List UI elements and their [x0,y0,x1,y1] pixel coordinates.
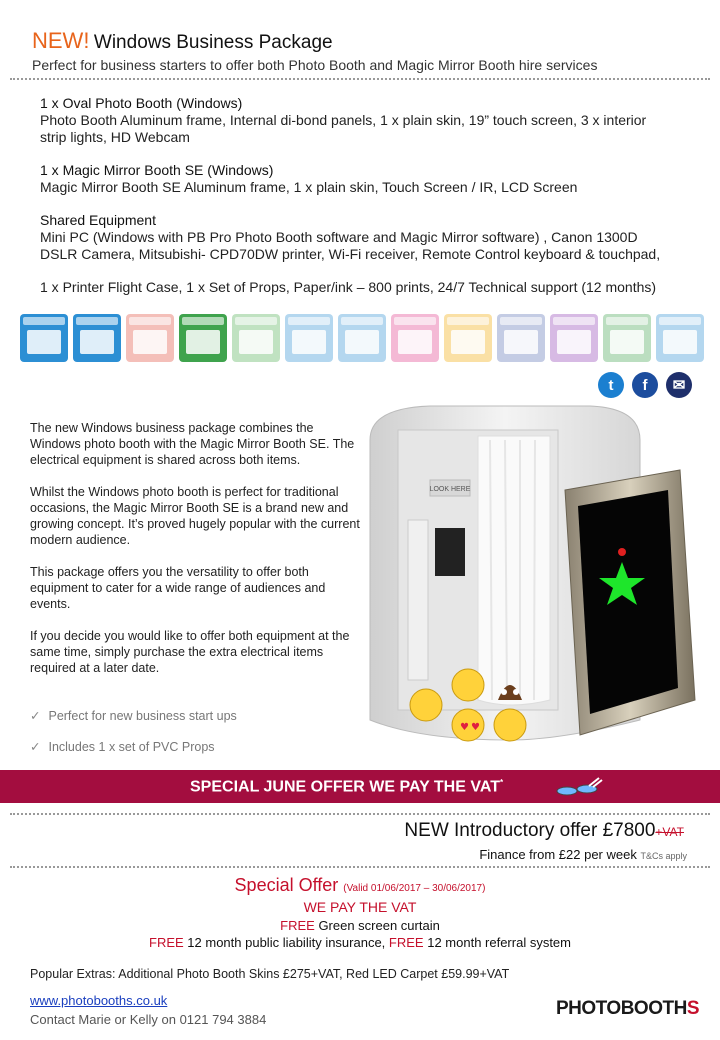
description-paragraph: Whilst the Windows photo booth is perfect for traditional occasions, the Magic Mirror Booth SE is a brand new and growing concept. It’s proved hugely popular with the current modern audience. [30,485,360,547]
feature-tile[interactable] [285,314,333,362]
special-offer-banner: SPECIAL JUNE OFFER WE PAY THE VAT* [0,770,720,803]
description-paragraph: If you decide you would like to offer both equipment at the same time, simply purchase the extra electrical items required at a later date. [30,629,350,675]
spec-body: Mini PC (Windows with PB Pro Photo Booth software and Magic Mirror software) , Canon 1300D DSLR Camera, Mitsubishi- CPD70DW printer, Wi-Fi receiver, Remote Control keyboard & touchpad, [40,229,661,262]
spec-list [40,95,670,312]
finance-line: Finance from £22 per week T&Cs apply [479,847,687,862]
email-icon[interactable]: ✉ [666,372,692,398]
facebook-icon[interactable]: f [632,372,658,398]
dotted-divider [10,866,710,868]
feature-tile[interactable] [20,314,68,362]
page-header [32,28,333,54]
popular-extras: Popular Extras: Additional Photo Booth Skins £275+VAT, Red LED Carpet £59.99+VAT [30,967,510,981]
contact-line: Contact Marie or Kelly on 0121 794 3884 [30,1012,267,1027]
feature-tile[interactable] [391,314,439,362]
check-icon: ✓ [30,740,41,754]
feature-tile[interactable] [444,314,492,362]
page-subtitle: Perfect for business starters to offer both Photo Booth and Magic Mirror Booth hire services [32,57,598,73]
magic-mirror [565,470,695,735]
dotted-divider [10,813,710,815]
offer-validity: (Valid 01/06/2017 – 30/06/2017) [343,883,486,894]
spec-heading: 1 x Magic Mirror Booth SE (Windows) [40,162,274,178]
special-offer-title: Special Offer (Valid 01/06/2017 – 30/06/2017) [234,875,486,895]
checklist-item: ✓ Includes 1 x set of PVC Props [30,740,215,754]
social-links [598,372,692,398]
banner-text: SPECIAL JUNE OFFER WE PAY THE VAT [190,778,500,796]
feature-checklist [30,708,237,770]
feature-tile[interactable] [550,314,598,362]
feature-tile[interactable] [603,314,651,362]
feature-tile[interactable] [338,314,386,362]
vat-line: WE PAY THE VAT [303,899,417,915]
booth-product-image [360,400,705,760]
twitter-icon[interactable]: t [598,372,624,398]
new-label: NEW! [32,28,90,53]
check-icon: ✓ [30,709,41,723]
booth-sign: LOOK HERE [429,486,471,493]
package-description [30,420,360,692]
spec-heading: 1 x Oval Photo Booth (Windows) [40,95,243,111]
feature-tile[interactable] [126,314,174,362]
spec-block [40,162,670,196]
description-paragraph: This package offers you the versatility to offer both equipment to cater for a wide range of audiences and events. [30,565,326,611]
svg-text:♥: ♥ [460,722,469,733]
sunglasses-icon [553,776,603,798]
feature-tile[interactable] [232,314,280,362]
checklist-item: ✓ Perfect for new business start ups [30,709,237,723]
offer-price: NEW Introductory offer £7800+VAT [404,820,684,841]
feature-tile[interactable] [656,314,704,362]
vat-strikethrough: +VAT [655,825,684,839]
spec-body: Photo Booth Aluminum frame, Internal di-bond panels, 1 x plain skin, 19” touch screen, 3 x interior strip lights, HD Webcam [40,112,647,145]
website-link[interactable]: www.photobooths.co.uk [30,993,168,1008]
spec-block [40,279,670,296]
spec-heading: Shared Equipment [40,212,156,228]
terms-note: T&Cs apply [640,851,687,861]
spec-body: Magic Mirror Booth SE Aluminum frame, 1 x plain skin, Touch Screen / IR, LCD Screen [40,179,578,195]
photobooths-logo: PHOTOBOOTHS [556,998,700,1019]
description-paragraph: The new Windows business package combines the Windows photo booth with the Magic Mirror Booth SE. The electrical equipment is shared across both items. [30,421,355,467]
page-title: Windows Business Package [93,32,333,53]
spec-body: 1 x Printer Flight Case, 1 x Set of Props, Paper/ink – 800 prints, 24/7 Technical support (12 months) [40,279,657,295]
free-curtain-line: FREE Green screen curtain [280,918,440,933]
dotted-divider [10,78,710,80]
feature-tile[interactable] [179,314,227,362]
feature-tile[interactable] [73,314,121,362]
free-insurance-line: FREE 12 month public liability insurance, FREE 12 month referral system [149,935,571,950]
spec-block [40,212,670,263]
svg-text:♥: ♥ [471,722,480,733]
feature-tiles [20,314,704,364]
spec-block [40,95,670,146]
feature-tile[interactable] [497,314,545,362]
